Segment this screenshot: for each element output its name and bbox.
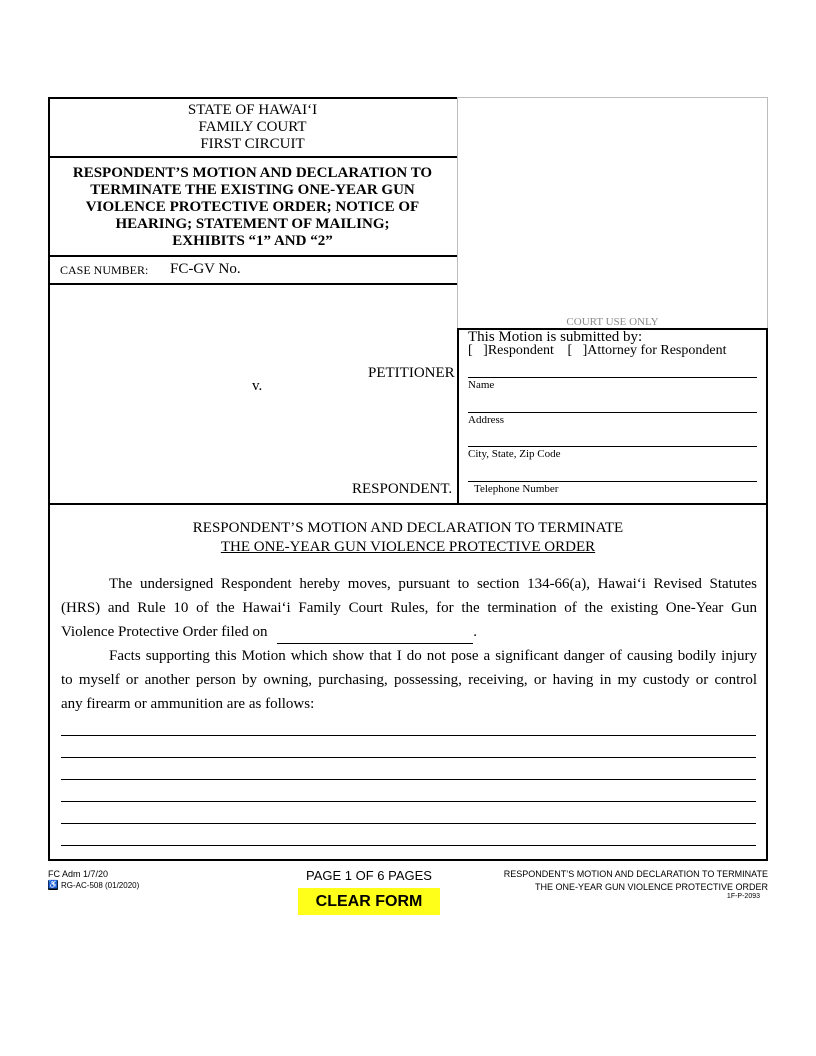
circuit-name: FIRST CIRCUIT [200,136,305,152]
motion-paragraph-2 [61,644,757,716]
divider [766,328,768,503]
court-name: FAMILY COURT [198,119,307,135]
respondent-label: RESPONDENT. [352,481,453,497]
phone-line [468,481,757,482]
motion-title-line1: RESPONDENT’S MOTION AND DECLARATION TO TERMINATE [192,520,624,536]
paragraph-line: any firearm or ammunition are as follows: [61,696,315,712]
address-input[interactable] [470,395,755,411]
footer-title-line2: THE ONE-YEAR GUN VIOLENCE PROTECTIVE ORDER [534,882,768,892]
city-line [468,446,757,447]
option-respondent-label: Respondent [487,343,554,358]
motion-title-line2: THE ONE-YEAR GUN VIOLENCE PROTECTIVE ORDER [220,539,596,555]
attorney-checkbox[interactable]: [ ] [567,343,588,358]
phone-input[interactable] [470,464,755,480]
period-text: . [473,624,478,640]
city-label: City, State, Zip Code [468,448,561,460]
facts-line [61,757,756,758]
title-line: HEARING; STATEMENT OF MAILING; [115,216,390,232]
form-code-2: RG-AC-508 (01/2020) [61,880,140,890]
state-name: STATE OF HAWAI‘I [187,102,318,118]
facts-line [61,845,756,846]
case-number-label: CASE NUMBER: [60,263,149,277]
phone-label: Telephone Number [474,483,559,495]
respondent-checkbox[interactable]: [ ] [468,343,488,358]
wheelchair-icon: ♿ [48,880,58,889]
footer-title-line1: RESPONDENT’S MOTION AND DECLARATION TO TERMINATE [503,869,768,879]
court-use-label: COURT USE ONLY [566,316,659,328]
facts-textarea[interactable] [61,718,756,846]
name-input[interactable] [470,360,755,376]
facts-line [61,779,756,780]
submitted-by-options [468,343,726,359]
divider [457,328,459,503]
form-code-1: FC Adm 1/7/20 [48,869,109,879]
paragraph-line: (HRS) and Rule 10 of the Hawai‘i Family Court Rules, for the termination of the existing One-Year Gun [61,600,757,616]
case-number-input[interactable] [245,261,450,279]
paragraph-line: Facts supporting this Motion which show that I do not pose a significant danger of causing bodily injury [109,648,757,664]
title-line: RESPONDENT’S MOTION AND DECLARATION TO [72,165,433,181]
divider [48,283,457,285]
paragraph-line: The undersigned Respondent hereby moves, pursuant to section 134-66(a), Hawai‘i Revised Statutes [109,576,757,592]
facts-line [61,735,756,736]
page-number: PAGE 1 OF 6 PAGES [306,868,432,883]
motion-paragraph-1 [61,572,757,644]
option-attorney-label: Attorney for Respondent [587,343,727,358]
court-header [48,102,457,153]
paragraph-line-date [61,620,757,644]
case-number-prefix: FC-GV No. [170,261,241,277]
petitioner-label: PETITIONER [368,365,455,381]
motion-title [48,520,768,556]
versus-label: v. [252,378,263,394]
divider [48,255,457,257]
court-use-box [457,97,768,329]
filed-on-text: Violence Protective Order filed on [61,624,268,640]
filed-on-date-input[interactable] [277,625,473,644]
name-label: Name [468,379,495,391]
form-code-2-wrap [48,880,139,890]
paragraph-line: to myself or another person by owning, purchasing, possessing, receiving, or having in my custody or control [61,672,757,688]
footer-code: 1F-P-2093 [726,893,760,900]
address-line [468,412,757,413]
document-title [48,165,457,250]
title-line: TERMINATE THE EXISTING ONE-YEAR GUN [90,182,415,198]
footer-right [504,868,768,894]
submitted-by-heading: This Motion is submitted by: [468,329,643,345]
facts-line [61,801,756,802]
title-line: EXHIBITS “1” AND “2” [172,233,333,249]
divider [48,156,457,158]
address-label: Address [468,414,505,426]
facts-line [61,823,756,824]
title-line: VIOLENCE PROTECTIVE ORDER; NOTICE OF [85,199,420,215]
clear-form-button[interactable]: CLEAR FORM [298,888,440,915]
city-input[interactable] [470,429,755,445]
name-line [468,377,757,378]
